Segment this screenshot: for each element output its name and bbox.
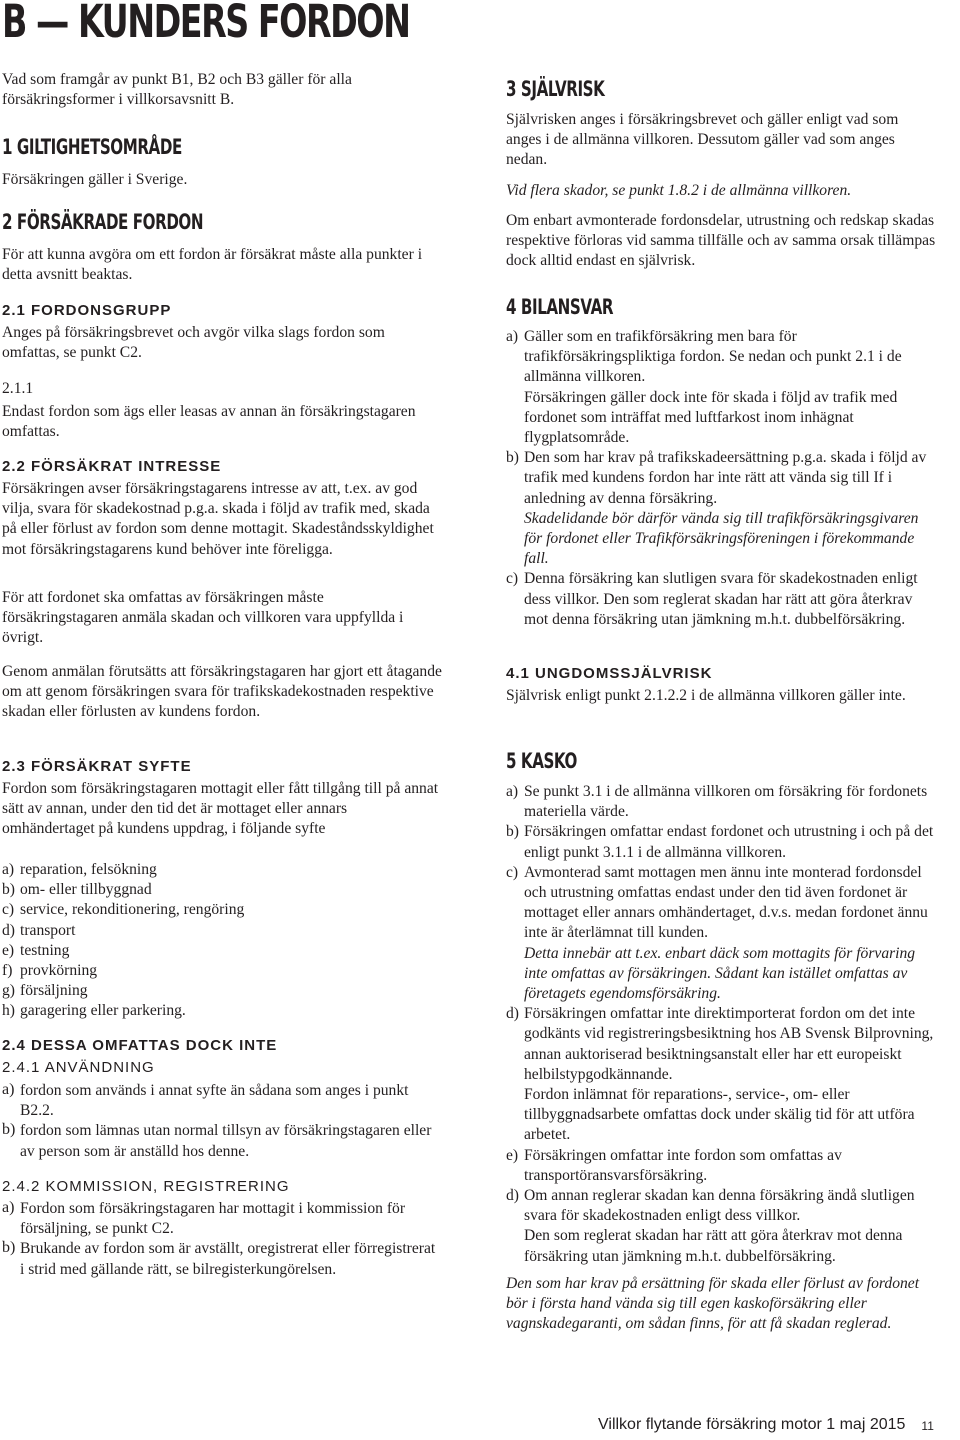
page-title: B — KUNDERS FORDON	[2, 0, 410, 48]
commission-list	[2, 1199, 442, 1280]
forsakrat-intresse-commitment: Genom anmälan förutsätts att försäkringstagaren har gjort ett åtagande om att genom försäkringen svara för trafikskadekostnaden respektive skadan eller förlusten av kundens fordon.	[2, 663, 442, 721]
heading-bilansvar: 4 BILANSVAR	[506, 295, 614, 319]
fordonsgrupp-text: Anges på försäkringsbrevet och avgör vilka slags fordon som omfattas, se punkt C2.	[2, 324, 385, 362]
bilansvar-list	[506, 327, 936, 630]
sjalvrisk-text: Självrisken anges i försäkringsbrevet och gäller enligt vad som anges i de allmänna villkoren. Dessutom gäller vad som anges nedan.	[506, 111, 899, 169]
list-item: e) testning	[2, 941, 70, 959]
list-item: a) reparation, felsökning	[2, 861, 157, 878]
heading-kommission-registrering: 2.4.2 KOMMISSION, REGISTRERING	[2, 1178, 290, 1195]
heading-kasko: 5 KASKO	[506, 749, 577, 773]
forsakrade-fordon-text: För att kunna avgöra om ett fordon är försäkrat måste alla punkter i detta avsnitt beaktas.	[2, 246, 423, 284]
page-footer	[598, 1416, 934, 1434]
heading-forsakrat-syfte: 2.3 FÖRSÄKRAT SYFTE	[2, 758, 192, 775]
list-item: b) fordon som lämnas utan normal tillsyn av försäkringstagaren eller av person som är anställd hos denne.	[2, 1121, 432, 1160]
list-item: a) fordon som används i annat syfte än sådana som anges i punkt B2.2.	[2, 1081, 409, 1120]
intro-paragraph: Vad som framgår av punkt B1, B2 och B3 gäller för alla försäkringsformer i villkorsavsnitt B.	[2, 71, 352, 109]
heading-sjalvrisk: 3 SJÄLVRISK	[506, 77, 605, 101]
list-item: e) Försäkringen omfattar inte fordon som omfattas av transportöransvarsförsäkring.	[506, 1146, 842, 1184]
heading-giltighetsomrade: 1 GILTIGHETSOMRÅDE	[2, 135, 182, 159]
list-item: a) Se punkt 3.1 i de allmänna villkoren om försäkring för fordonets materiella värde.	[506, 783, 928, 821]
list-item: d) Om annan reglerar skadan kan denna försäkring ändå slutligen svara för skadekostnaden enligt dess villkor. Den som reglerat skadan har rätt att göra återkrav mot denna försäkring utan jämkning m.h.t. dubbelförsäkring.	[506, 1187, 915, 1265]
heading-dessa-omfattas-dock-inte: 2.4 DESSA OMFATTAS DOCK INTE	[2, 1037, 278, 1054]
list-item: c) Avmonterad samt mottagen men ännu inte monterad fordonsdel och utrustning omfattas endast under den tid även fordonet är mottaget eller annars omhändertaget, d.v.s. medan fordonet ännu inte är återlämnat till kunden. Detta innebär att t.ex. enbart däck som mottagits för förvaring inte omfattas av försäkringen. Sådant kan istället omfattas av företagets egendomsförsäkring.	[506, 863, 928, 1003]
page-number: 11	[921, 1419, 934, 1433]
heading-anvandning: 2.4.1 ANVÄNDNING	[2, 1059, 155, 1076]
list-item: b) om- eller tillbyggnad	[2, 881, 152, 899]
section-number-2-1-1: 2.1.1	[2, 380, 34, 397]
giltighetsomrade-text: Försäkringen gäller i Sverige.	[2, 171, 188, 188]
list-item: f) provkörning	[2, 962, 98, 980]
list-item: h) garagering eller parkering.	[2, 1002, 186, 1020]
list-item: b) Försäkringen omfattar endast fordonet och utrustning i och på det enligt punkt 3.1.1 i de allmänna villkoren.	[506, 823, 934, 861]
heading-forsakrade-fordon: 2 FÖRSÄKRADE FORDON	[2, 210, 204, 234]
list-item: d) Försäkringen omfattar inte direktimporterat fordon om det inte godkänts vid registreringsbesiktning hos AB Svensk Bilprovning, annan auktoriserad besiktningsanstalt eller har ett europeiskt helbilstypgodkännande. Fordon inlämnat för reparations-, service-, om- eller tillbyggnadsarbete omfattas dock under skälig tid för att utföra arbetet.	[506, 1005, 934, 1144]
sjalvrisk-reference: Vid flera skador, se punkt 1.8.2 i de allmänna villkoren.	[506, 182, 852, 199]
heading-fordonsgrupp: 2.1 FORDONSGRUPP	[2, 302, 172, 319]
list-item: a) Fordon som försäkringstagaren har mottagit i kommission för försäljning, se punkt C2.	[2, 1199, 406, 1238]
usage-list	[2, 1081, 442, 1162]
forsakrat-intresse-condition: För att fordonet ska omfattas av försäkringen måste försäkringstagaren anmäla skadan och villkoren vara uppfyllda i övrigt.	[2, 589, 404, 647]
forsakrat-intresse-text: Försäkringen avser försäkringstagarens intresse av att, t.ex. av god vilja, svara för skadekostnad p.g.a. skada i följd av trafik med, skada på eller förlust av fordon som denne mottagit. Skadeståndsskyldighet mot försäkringstagarens kund behöver inte föreligga.	[2, 480, 434, 558]
list-item: b) Brukande av fordon som är avställt, oregistrerat eller förregistrerat i strid med gällande rätt, se bilregisterkungörelsen.	[2, 1239, 436, 1278]
list-item: c) Denna försäkring kan slutligen svara för skadekostnaden enligt dess villkor. Den som reglerat skadan har rätt att göra återkrav mot denna försäkring utan jämkning m.h.t. dubbelförsäkring.	[506, 570, 918, 628]
purpose-list	[2, 860, 442, 1022]
kasko-closing-note: Den som har krav på ersättning för skada eller förlust av fordonet bör i första hand vända sig till egen kaskoförsäkring eller vagnskadegaranti, om sådan finns, för att få skadan reglerad.	[506, 1275, 920, 1333]
heading-ungdomssjalvrisk: 4.1 UNGDOMSSJÄLVRISK	[506, 665, 713, 682]
list-item: g) försäljning	[2, 982, 88, 1000]
heading-forsakrat-intresse: 2.2 FÖRSÄKRAT INTRESSE	[2, 458, 222, 475]
list-item: b) Den som har krav på trafikskadeersättning p.g.a. skada i följd av trafik med kundens fordon har inte rätt att vända sig till If i anledning av denna försäkring. Skadelidande bör därför vända sig till trafikförsäkringsgivaren för fordonet eller Trafikförsäkringsföreningen i förekommande fall.	[506, 449, 927, 568]
sjalvrisk-avmonterade: Om enbart avmonterade fordonsdelar, utrustning och redskap skadas respektive förloras vid samma tillfälle och av samma orsak tillämpas dock alltid endast en självrisk.	[506, 212, 936, 270]
forsakrat-syfte-text: Fordon som försäkringstagaren mottagit eller fått tillgång till på annat sätt av annan, under den tid det är mottaget eller annars omhändertaget på kundens uppdrag, i följande syfte	[2, 780, 439, 838]
ungdomssjalvrisk-text: Självrisk enligt punkt 2.1.2.2 i de allmänna villkoren gäller inte.	[506, 687, 906, 704]
section-2-1-1-text: Endast fordon som ägs eller leasas av annan än försäkringstagaren omfattas.	[2, 403, 416, 441]
list-item: d) transport	[2, 921, 76, 939]
footer-text: Villkor flytande försäkring motor 1 maj 2015	[598, 1416, 906, 1433]
list-item: a) Gäller som en trafikförsäkring men bara för trafikförsäkringspliktiga fordon. Se nedan och punkt 2.1 i de allmänna villkoren. Försäkringen gäller dock inte för skada i följd av trafik med fordonet som inträffat med luftfarkost inom inhägnat flygplatsområde.	[506, 328, 902, 447]
kasko-list	[506, 782, 936, 1267]
list-item: c) service, rekonditionering, rengöring	[2, 901, 245, 919]
